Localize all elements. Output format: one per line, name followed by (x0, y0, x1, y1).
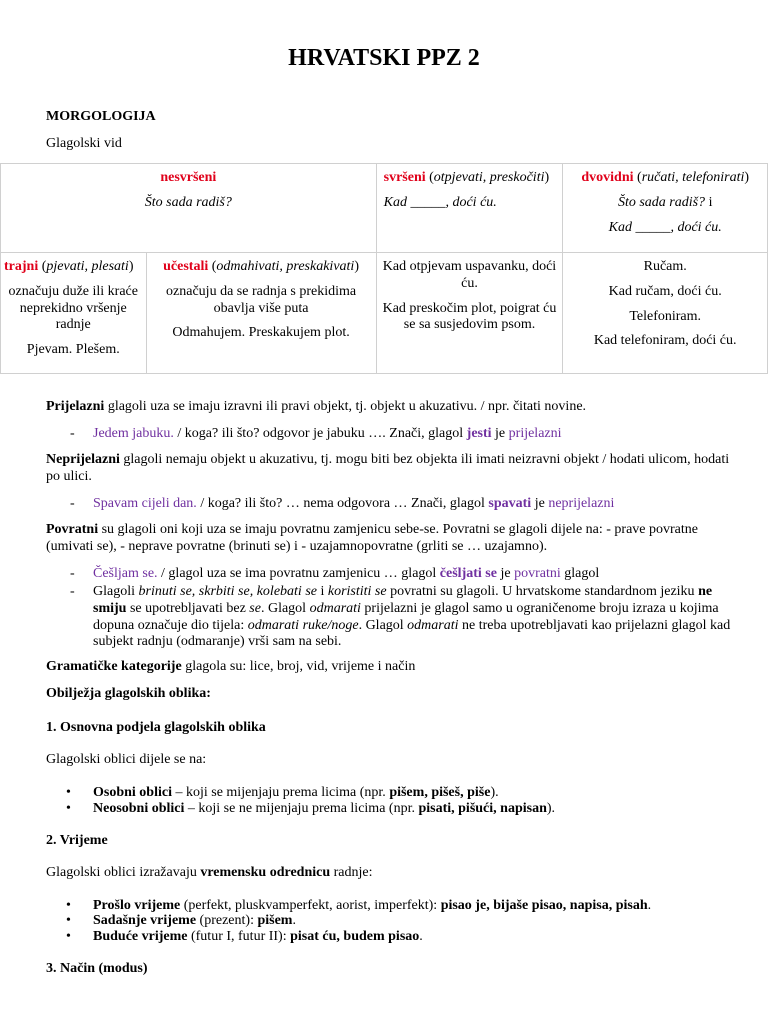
note-part: Glagoli (93, 584, 139, 599)
prijelazni-paragraph (46, 399, 736, 416)
example-je: je (496, 566, 515, 581)
svrseni-question: Kad _____, doći ću. (383, 194, 497, 210)
neprijelazni-paragraph (46, 452, 736, 486)
example-rest: / koga? ili što? odgovor je jabuku …. Znači, glagol (173, 426, 467, 441)
document-title: HRVATSKI PPZ 2 (288, 45, 480, 71)
item-end: . (292, 913, 296, 928)
example-sentence: Češljam se. (93, 566, 158, 581)
example-type: povratni (514, 566, 561, 581)
table-cell-trajni (1, 253, 147, 374)
note-verb: odmarati (309, 600, 361, 616)
intro-part: Glagolski oblici izražavaju (46, 865, 201, 880)
item-example: pišem, pišeš, piše (389, 785, 491, 800)
dvovidni-sample-2: Kad ručam, doći ću. (608, 283, 722, 299)
note-part: prijelazni je glagol samo u ograničenome broju izraza u kojima dopuna označuje dio tijela: (93, 600, 719, 633)
verb-aspect-table (0, 163, 768, 374)
ucestali-header: učestali (odmahivati, preskakivati) (163, 259, 359, 274)
svrseni-sample-1: Kad otpjevam uspavanku, doći ću. (382, 259, 557, 291)
gram-text: glagola su: lice, broj, vid, vrijeme i način (181, 659, 416, 674)
ucestali-sample: Odmahujem. Preskakujem plot. (172, 325, 350, 341)
note-part: ne treba upotrebljavati kao prijelazni glagol kad subjekt radnju (odmaranje) vrši sam na sebi. (93, 617, 731, 650)
table-cell-ucestali (146, 253, 376, 374)
bullet-icon: • (66, 801, 71, 816)
dash-icon: - (70, 496, 75, 511)
dvovidni-label: dvovidni (581, 170, 634, 185)
dvovidni-header: dvovidni (ručati, telefonirati) (581, 170, 750, 185)
example-je: je (531, 496, 549, 511)
item-end: . (419, 929, 423, 944)
povratni-term: Povratni (46, 522, 99, 537)
table-cell-dvovidni-samples (563, 253, 768, 374)
nesvrseni-question: Što sada radiš? (144, 194, 232, 210)
povratni-text: su glagoli oni koji uza se imaju povratnu zamjenicu sebe-se. Povratni se glagoli dijele na: - prave povratne (umivati se), - neprave povratne (brinuti se) i - uzajamnopovratne (grliti se … uzajamno). (46, 522, 698, 554)
item-example: pisat ću, budem pisao (290, 929, 420, 944)
example-end: glagol (560, 566, 600, 581)
note-example: odmarati ruke/noge (247, 617, 359, 633)
dvovidni-sample-1: Ručam. (643, 259, 687, 274)
table-row (1, 253, 768, 374)
item-text: – koji se ne mijenjaju prema licima (npr. (184, 801, 419, 816)
trajni-header: trajni (pjevati, plesati) (4, 259, 134, 274)
bullet-icon: • (66, 929, 71, 944)
prijelazni-example (93, 426, 733, 443)
povratni-paragraph (46, 522, 736, 556)
dvovidni-q1-suffix: i (705, 194, 713, 210)
povratni-example (93, 566, 733, 583)
trajni-sample: Pjevam. Plešem. (26, 342, 120, 358)
item-term: Buduće vrijeme (93, 929, 188, 944)
note-part: . Glagol (260, 600, 310, 616)
note-verbs: brinuti se, skrbiti se, kolebati se (138, 584, 317, 599)
example-je: je (491, 426, 509, 441)
item-end: ). (490, 785, 499, 800)
neosobni-item (93, 801, 555, 818)
example-rest: / glagol uza se ima povratnu zamjenicu … glagol (157, 566, 440, 581)
example-verb: spavati (488, 496, 532, 511)
item-end: . (647, 898, 652, 913)
item-example: pisati, pišući, napisan (418, 801, 547, 816)
prijelazni-text: glagoli uza se imaju izravni ili pravi objekt, tj. objekt u akuzativu. / npr. čitati novine. (104, 399, 587, 414)
osobni-item (93, 785, 499, 802)
buduce-item (93, 929, 423, 946)
section-3-heading: 3. Način (modus) (46, 961, 148, 976)
intro-part: radnje: (330, 865, 373, 880)
svrseni-header: svršeni (otpjevati, preskočiti) (383, 170, 550, 185)
table-row (1, 164, 768, 253)
note-verb: odmarati (407, 617, 459, 633)
note-emphasis: ne smiju (93, 584, 713, 616)
ucestali-examples: odmahivati, preskakivati (216, 259, 355, 274)
item-term: Osobni oblici (93, 785, 172, 800)
example-type: neprijelazni (548, 496, 615, 511)
item-text: – koji se mijenjaju prema licima (npr. (171, 785, 390, 800)
example-type: prijelazni (508, 426, 562, 441)
item-term: Neosobni oblici (93, 801, 185, 816)
subheading-glagolski-vid: Glagolski vid (46, 136, 122, 151)
table-cell-svrseni-samples (376, 253, 563, 374)
trajni-examples: pjevati, plesati (46, 259, 129, 274)
dash-icon: - (70, 566, 75, 581)
dvovidni-sample-4: Kad telefoniram, doći ću. (593, 333, 737, 349)
dvovidni-question-2: Kad _____, doći ću. (608, 219, 722, 235)
example-verb: češljati se (439, 566, 497, 581)
gram-term: Gramatičke kategorije (46, 659, 182, 674)
table-cell-dvovidni (563, 164, 768, 253)
dvovidni-sample-3: Telefoniram. (629, 308, 702, 324)
note-verb: koristiti se (327, 584, 387, 599)
svrseni-examples: otpjevati, preskočiti (433, 170, 545, 185)
ucestali-label: učestali (163, 259, 209, 274)
bullet-icon: • (66, 898, 71, 913)
trajni-description: označuju duže ili kraće neprekidno vršenje radnje (8, 283, 138, 333)
svrseni-sample-2: Kad preskočim plot, poigrat ću se sa susjedovim psom. (382, 300, 557, 333)
bullet-icon: • (66, 785, 71, 800)
note-part: se upotrebljavati bez (126, 600, 250, 616)
example-rest: / koga? ili što? … nema odgovora … Znači, glagol (196, 496, 489, 511)
povratni-note (93, 584, 733, 651)
item-example: pisao je, bijaše pisao, napisa, pisah (440, 898, 648, 913)
note-part: i (316, 584, 328, 599)
dash-icon: - (70, 584, 75, 599)
table-cell-svrseni (376, 164, 563, 253)
item-term: Prošlo vrijeme (93, 898, 181, 913)
intro-emphasis: vremensku odrednicu (200, 865, 331, 880)
dash-icon: - (70, 426, 75, 441)
example-sentence: Spavam cijeli dan. (93, 496, 197, 511)
section-1-intro: Glagolski oblici dijele se na: (46, 752, 207, 767)
example-sentence: Jedem jabuku. (93, 426, 174, 441)
sadasnje-item (93, 913, 296, 930)
note-se: se (249, 600, 261, 616)
note-part: . Glagol (358, 617, 408, 633)
obiljezja-heading: Obilježja glagolskih oblika: (46, 686, 211, 701)
section-2-heading: 2. Vrijeme (46, 833, 108, 848)
trajni-label: trajni (4, 259, 39, 274)
item-text: (perfekt, pluskvamperfekt, aorist, imperfekt): (180, 898, 441, 913)
item-end: ). (546, 801, 556, 816)
neprijelazni-example (93, 496, 733, 513)
gramaticke-kategorije (46, 659, 736, 676)
note-part: povratni su glagoli. U hrvatskome standardnom jeziku (386, 584, 699, 599)
prijelazni-term: Prijelazni (46, 399, 105, 414)
bullet-icon: • (66, 913, 71, 928)
nesvrseni-label: nesvršeni (160, 170, 217, 185)
item-text: (futur I, futur II): (187, 929, 291, 944)
dvovidni-q1-text: Što sada radiš? (617, 194, 706, 210)
neprijelazni-term: Neprijelazni (46, 452, 120, 467)
dvovidni-examples: ručati, telefonirati (641, 170, 745, 185)
section-heading-morfologija: MORGOLOGIJA (46, 109, 156, 124)
section-2-intro (46, 865, 736, 882)
ucestali-description: označuju da se radnja s prekidima obavlja više puta (166, 283, 357, 316)
item-text: (prezent): (196, 913, 258, 928)
svrseni-label: svršeni (383, 170, 426, 185)
neprijelazni-text: glagoli nemaju objekt u akuzativu, tj. mogu biti bez objekta ili imati neizravni objekt / hodati ulicom, hodati po ulici. (46, 452, 730, 484)
example-verb: jesti (466, 426, 492, 441)
table-cell-nesvrseni (1, 164, 377, 253)
item-example: pišem (257, 913, 293, 928)
item-term: Sadašnje vrijeme (93, 913, 197, 928)
section-1-heading: 1. Osnovna podjela glagolskih oblika (46, 720, 266, 735)
dvovidni-question-1 (566, 195, 764, 212)
